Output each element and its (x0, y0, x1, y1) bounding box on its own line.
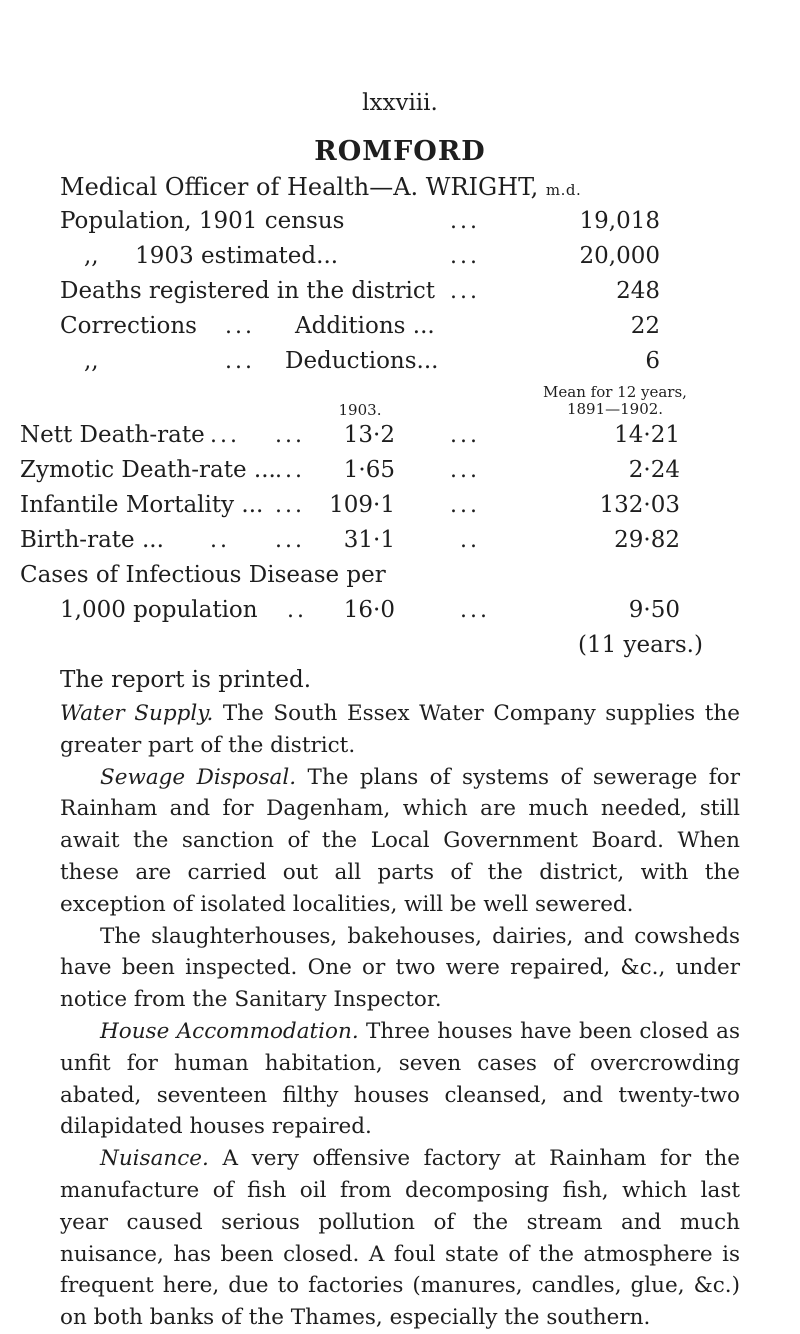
rate-dots-a: .. (210, 528, 230, 553)
slaughterhouses-paragraph: The slaughterhouses, bakehouses, dairies, and cowsheds have been inspected. One or two were repaired, &c., under notice from the Sanitary Inspector. (60, 923, 740, 1013)
page-number: lxxviii. (362, 90, 438, 116)
rate-dots-b: ... (275, 528, 305, 553)
officer-degree: m.d. (545, 181, 582, 199)
deductions-value: 6 (645, 348, 660, 374)
report-body (60, 698, 740, 1334)
house-accommodation-text: Three houses have been closed as unfit for human habitation, seven cases of overcrowding abated, seventeen filthy houses cleansed, and twenty-two dilapidated houses repaired. (60, 1018, 740, 1140)
house-accommodation-heading: House Accommodation. (100, 1018, 359, 1044)
rate-mean: 132·03 (599, 492, 680, 518)
col-header-mean-line1: Mean for 12 years, (543, 383, 687, 401)
rate-mean: 14·21 (614, 422, 680, 448)
infectious-1903: 16·0 (343, 597, 395, 623)
infectious-dots-b: ... (460, 598, 490, 623)
sewage-disposal-text: The plans of systems of sewerage for Rainham and for Dagenham, which are much needed, still await the sanction of the Local Government Board. When these are carried out all parts of the district, with the exception of isolated localities, will be well sewered. (60, 764, 740, 917)
col-header-mean (510, 384, 720, 418)
ditto-dots: ... (225, 349, 255, 374)
rate-1903: 31·1 (343, 527, 395, 553)
house-accommodation-paragraph (60, 1016, 740, 1143)
rate-mean: 2·24 (628, 457, 680, 483)
sewage-disposal-paragraph (60, 762, 740, 921)
rate-1903: 1·65 (343, 457, 395, 483)
rate-dots-b: ... (275, 493, 305, 518)
water-supply-text: The South Essex Water Company supplies the greater part of the district. (60, 701, 740, 758)
rate-dots-c: .. (460, 528, 480, 553)
medical-officer-line (60, 173, 581, 201)
rate-label: Infantile Mortality ... (20, 492, 264, 518)
deductions-label: Deductions... (285, 348, 439, 374)
rate-1903: 13·2 (343, 422, 395, 448)
rate-label: Nett Death-rate (20, 422, 205, 448)
population-1901-value: 19,018 (579, 208, 660, 234)
report-printed: The report is printed. (60, 667, 312, 693)
ditto-mark: ,, (84, 348, 99, 374)
rate-label: Zymotic Death-rate ... (20, 457, 276, 483)
rate-dots-c: ... (450, 458, 480, 483)
water-supply-heading: Water Supply. (60, 701, 214, 726)
population-1901-dots: ... (450, 209, 480, 234)
deaths-value: 248 (616, 278, 660, 304)
rate-1903: 109·1 (329, 492, 395, 518)
population-1901-label: Population, 1901 census (60, 208, 345, 234)
rate-dots-c: ... (450, 423, 480, 448)
col-header-1903: 1903. (338, 401, 382, 419)
population-1903-value: 20,000 (579, 243, 660, 269)
nuisance-text: A very offensive factory at Rainham for the manufacture of fish oil from decomposing fish, which last year caused serious pollution of the stream and much nuisance, has been closed. A foul state of the atmosphere is frequent here, due to factories (manures, candles, glue, &c.) on both banks of the Thames, especially the southern. (60, 1146, 740, 1331)
infectious-note: (11 years.) (578, 632, 703, 658)
rate-mean: 29·82 (614, 527, 680, 553)
additions-value: 22 (630, 313, 660, 339)
infectious-label-line2: 1,000 population (60, 597, 258, 623)
corrections-dots: ... (225, 314, 255, 339)
nuisance-heading: Nuisance. (100, 1146, 209, 1172)
rate-dots-b: ... (275, 423, 305, 448)
place-heading: ROMFORD (314, 136, 486, 167)
rate-dots-c: ... (450, 493, 480, 518)
nuisance-paragraph (60, 1143, 740, 1334)
infectious-label-line1: Cases of Infectious Disease per (20, 562, 386, 588)
water-supply-paragraph (60, 698, 740, 762)
rate-dots-a: ... (210, 423, 240, 448)
additions-label: Additions ... (295, 313, 435, 339)
infectious-dots-a: .. (287, 598, 307, 623)
infectious-mean: 9·50 (628, 597, 680, 623)
sewage-disposal-heading: Sewage Disposal. (100, 764, 297, 790)
col-header-mean-line2: 1891—1902. (566, 400, 664, 418)
corrections-label: Corrections (60, 313, 197, 339)
population-1903-dots: ... (450, 244, 480, 269)
rate-dots-b: ... (275, 458, 305, 483)
deaths-label: Deaths registered in the district (60, 278, 435, 304)
officer-name: Medical Officer of Health—A. WRIGHT, (60, 173, 539, 201)
population-1903-label: ,, 1903 estimated... (84, 243, 339, 269)
rate-label: Birth-rate ... (20, 527, 164, 553)
deaths-dots: ... (450, 279, 480, 304)
